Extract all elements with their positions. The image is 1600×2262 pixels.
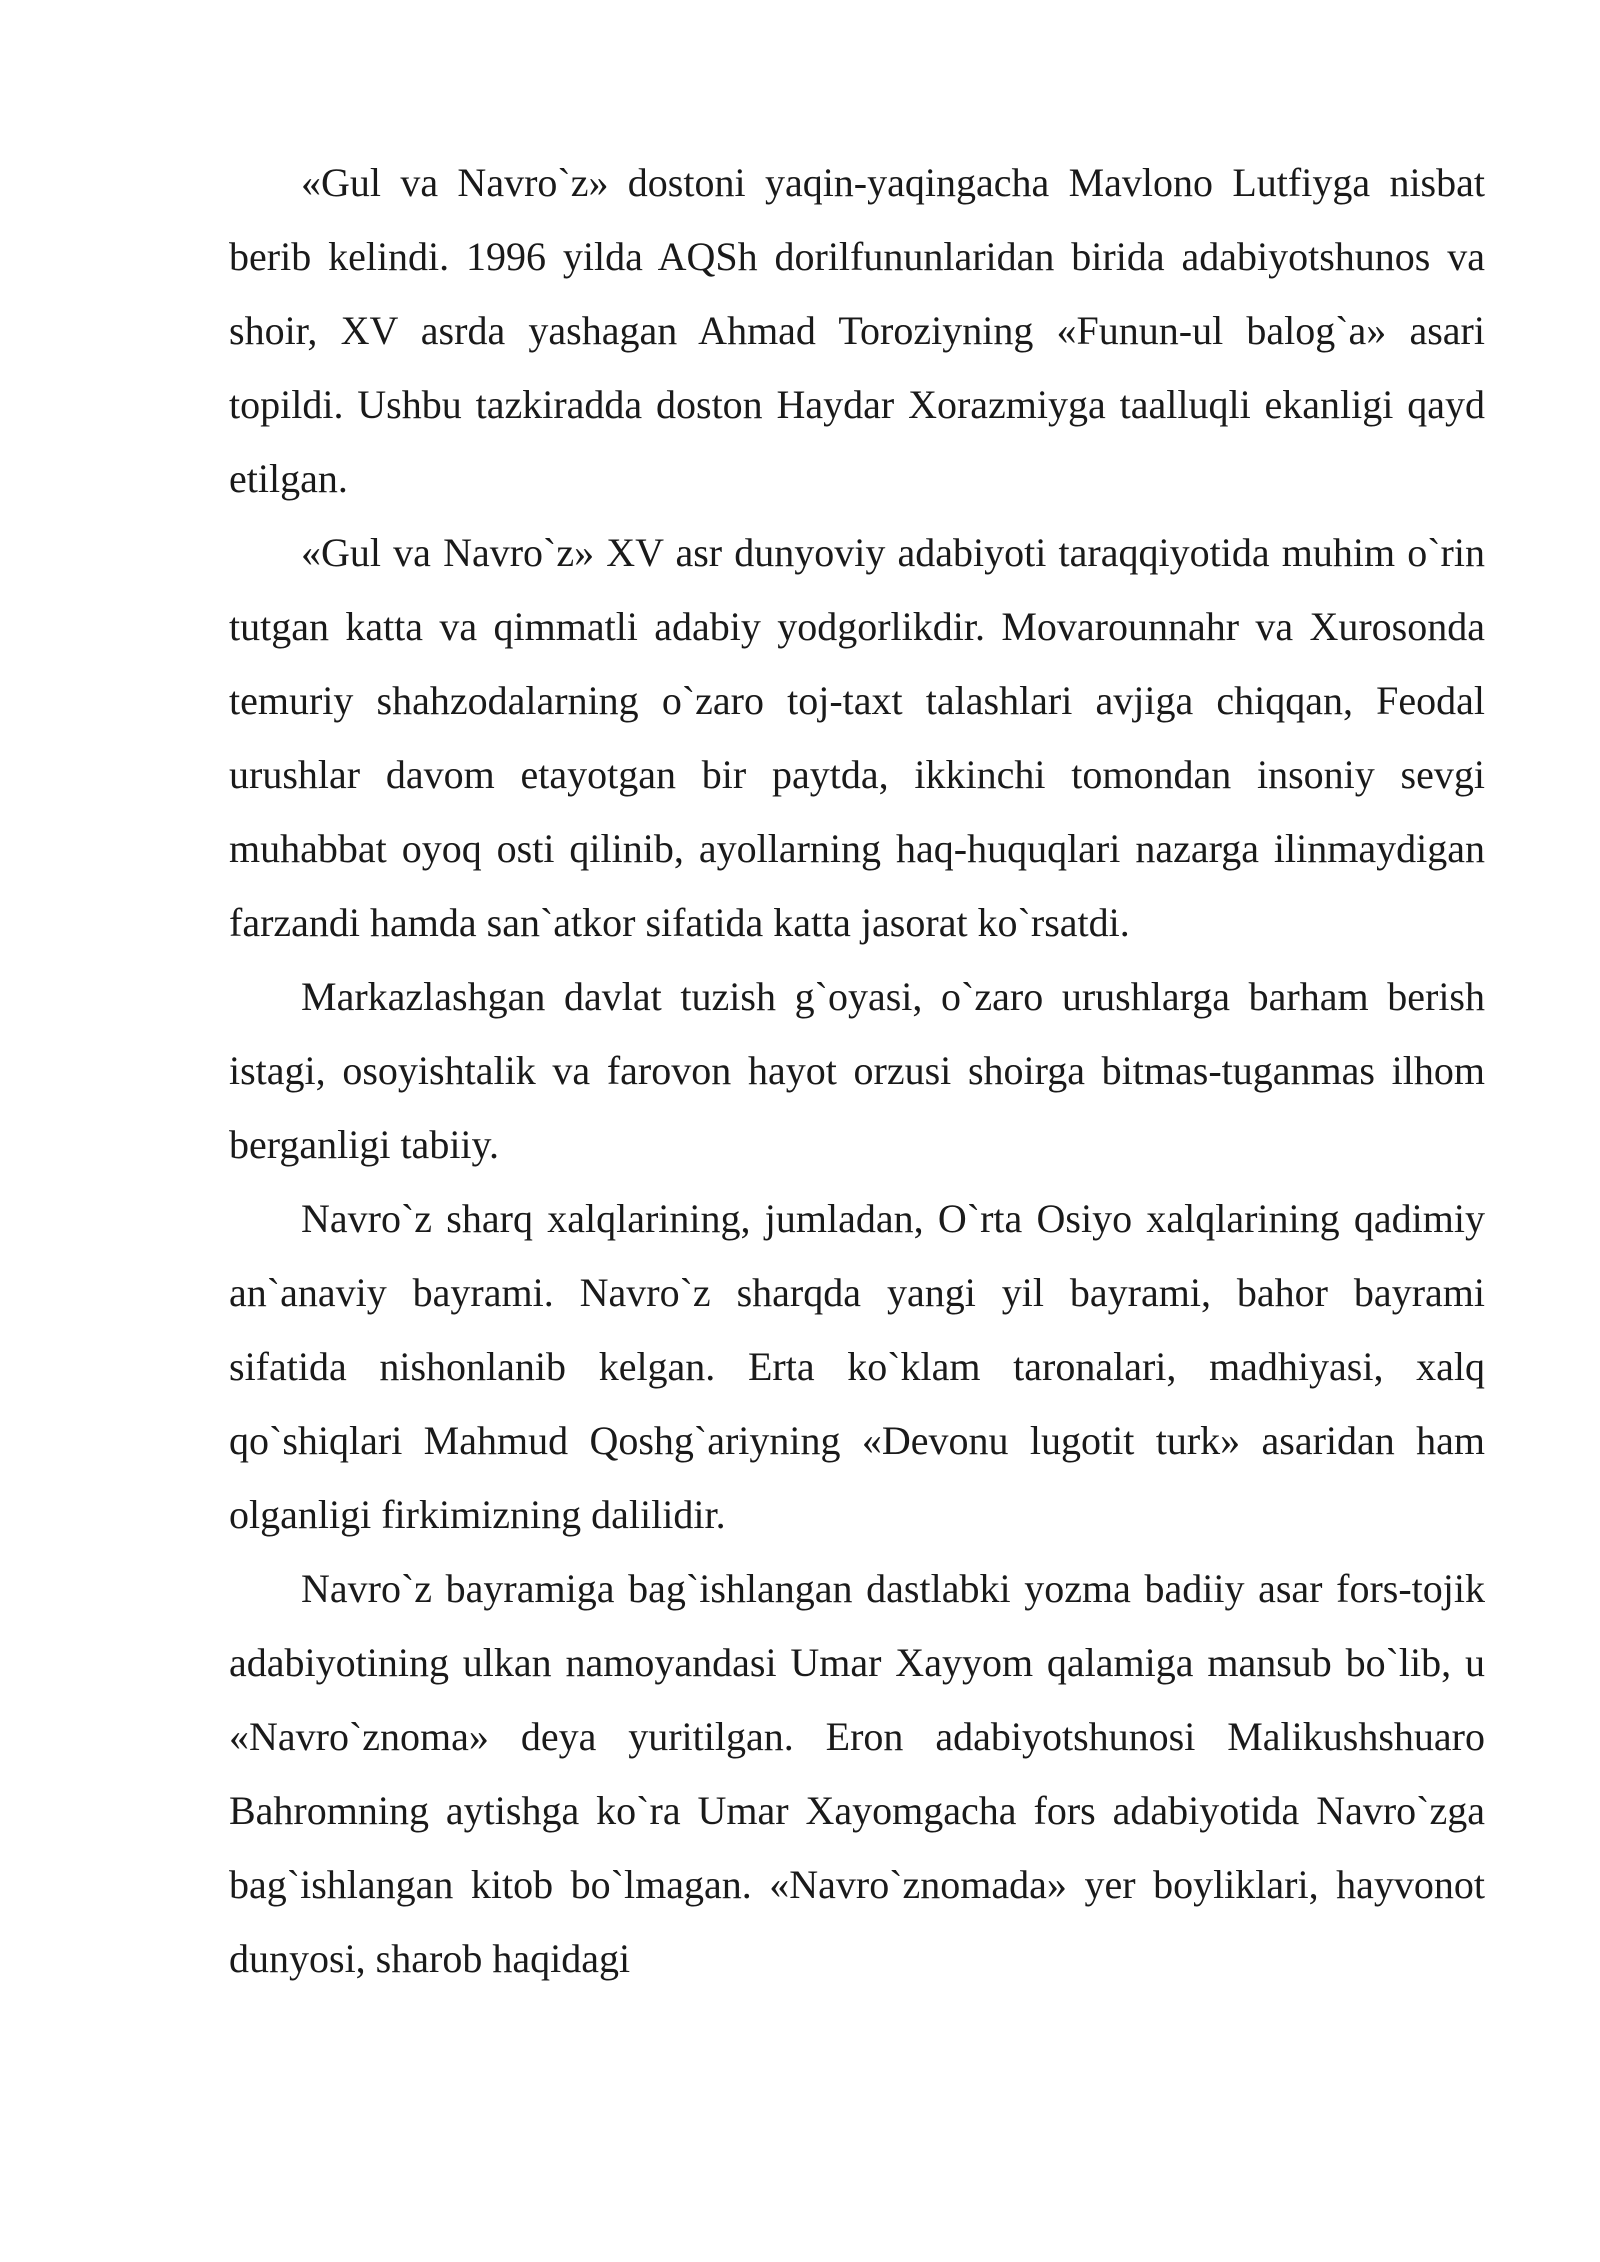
paragraph-navroznoma: Navro`z bayramiga bag`ishlangan dastlabki yozma badiiy asar fors-tojik adabiyotining ulkan namoyandasi Umar Xayyom qalamiga mansub bo`lib, u «Navro`znoma» deya yuritilgan. Eron adabiyotshunosi Malikushshuaro Bahromning aytishga ko`ra Umar Xayomgacha fors adabiyotida Navro`zga bag`ishlangan kitob bo`lmagan. «Navro`znomada» yer boyliklari, hayvonot dunyosi, sharob haqidagi — [229, 1566, 1485, 1981]
paragraph-literary-monument: «Gul va Navro`z» XV asr dunyoviy adabiyoti taraqqiyotida muhim o`rin tutgan katta va qimmatli adabiy yodgorlikdir. Movarounnahr va Xurosonda temuriy shahzodalarning o`zaro toj-taxt talashlari avjiga chiqqan, Feodal urushlar davom etayotgan bir paytda, ikkinchi tomondan insoniy sevgi muhabbat oyoq osti qilinib, ayollarning haq-huquqlari nazarga ilinmaydigan farzandi hamda san`atkor sifatida katta jasorat ko`rsatdi. — [229, 530, 1485, 945]
paragraph-gul-va-navroz-attribution: «Gul va Navro`z» dostoni yaqin-yaqingacha Mavlono Lutfiyga nisbat berib kelindi. 1996 yilda AQSh dorilfununlaridan birida adabiyotshunos va shoir, XV asrda yashagan Ahmad Toroziyning «Funun-ul balog`a» asari topildi. Ushbu tazkiradda doston Haydar Xorazmiyga taalluqli ekanligi qayd etilgan. — [229, 160, 1485, 501]
paragraph-navroz-holiday: Navro`z sharq xalqlarining, jumladan, O`rta Osiyo xalqlarining qadimiy an`anaviy bayrami. Navro`z sharqda yangi yil bayrami, bahor bayrami sifatida nishonlanib kelgan. Erta ko`klam taronalari, madhiyasi, xalq qo`shiqlari Mahmud Qoshg`ariyning «Devonu lugotit turk» asaridan ham olganligi firkimizning dalilidir. — [229, 1196, 1485, 1537]
document-page — [229, 146, 1485, 1996]
paragraph-centralized-state-idea: Markazlashgan davlat tuzish g`oyasi, o`zaro urushlarga barham berish istagi, osoyishtalik va farovon hayot orzusi shoirga bitmas-tuganmas ilhom berganligi tabiiy. — [229, 974, 1485, 1167]
